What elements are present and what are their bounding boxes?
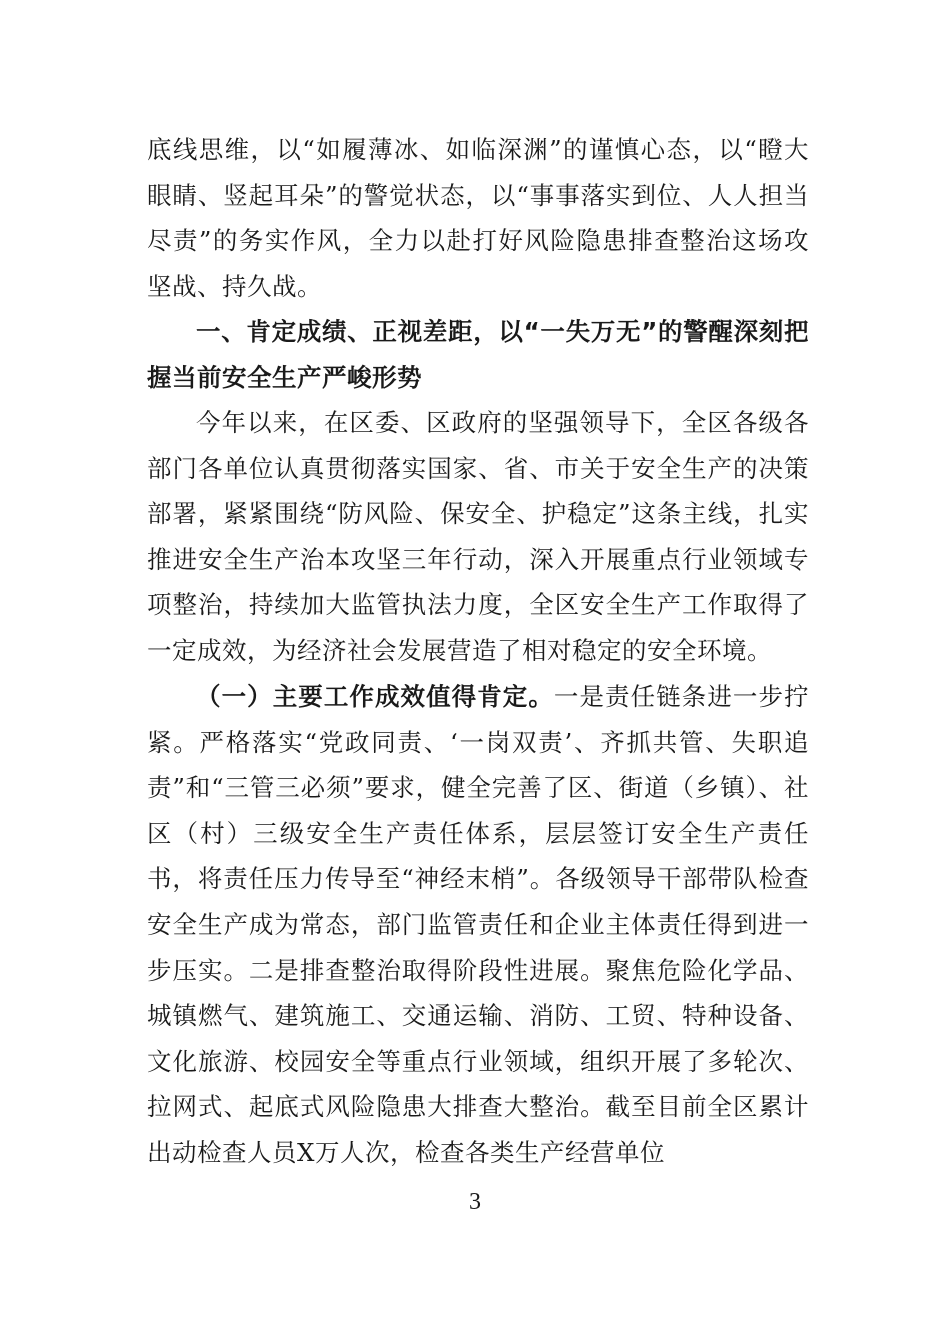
paragraph-continuation: 底线思维，以“如履薄冰、如临深渊”的谨慎心态，以“瞪大眼睛、竖起耳朵”的警觉状态，以“事事落实到位、人人担当尽责”的务实作风，全力以赴打好风险隐患排查整治这场攻坚战、持久战。 [147,135,809,301]
subsection-lead: （一）主要工作成效值得肯定。 [196,682,554,711]
paragraph-subsection [147,674,809,1176]
paragraph-intro: 今年以来，在区委、区政府的坚强领导下，全区各级各部门各单位认真贯彻落实国家、省、市关于安全生产的决策部署，紧紧围绕“防风险、保安全、护稳定”这条主线，扎实推进安全生产治本攻坚三年行动，深入开展重点行业领域专项整治，持续加大监管执法力度，全区安全生产工作取得了一定成效，为经济社会发展营造了相对稳定的安全环境。 [147,408,809,665]
subsection-body: 一是责任链条进一步拧紧。严格落实“党政同责、‘一岗双责’、齐抓共管、失职追责”和“三管三必须”要求，健全完善了区、街道（乡镇）、社区（村）三级安全生产责任体系，层层签订安全生产责任书，将责任压力传导至“神经末梢”。各级领导干部带队检查安全生产成为常态，部门监管责任和企业主体责任得到进一步压实。二是排查整治取得阶段性进展。聚焦危险化学品、城镇燃气、建筑施工、交通运输、消防、工贸、特种设备、文化旅游、校园安全等重点行业领域，组织开展了多轮次、拉网式、起底式风险隐患大排查大整治。截至目前全区累计出动检查人员X万人次，检查各类生产经营单位 [147,682,810,1167]
page-number: 3 [469,1189,481,1215]
section-heading: 一、肯定成绩、正视差距，以“一失万无”的警醒深刻把握当前安全生产严峻形势 [147,317,809,392]
